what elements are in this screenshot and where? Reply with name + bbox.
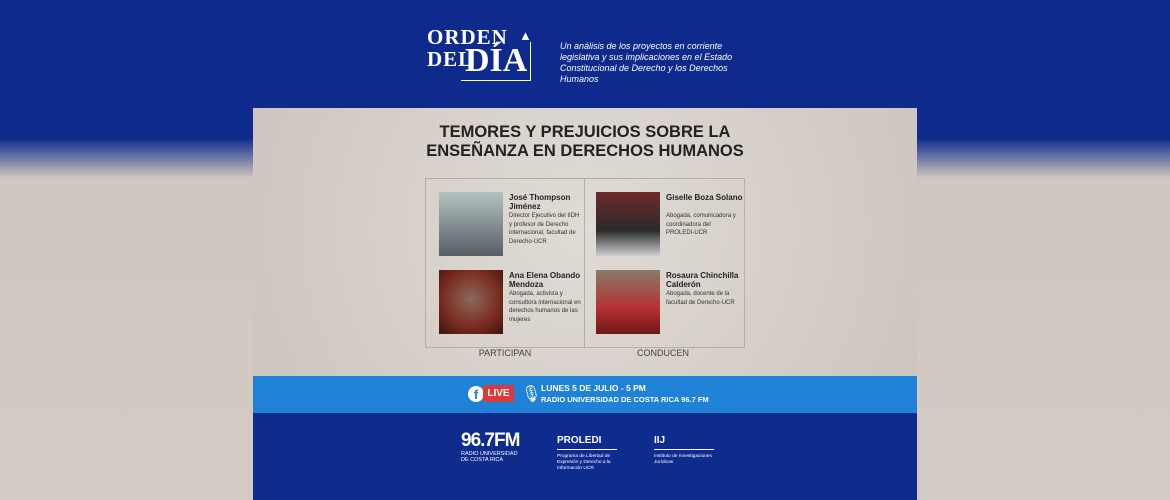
sponsors-footer xyxy=(253,413,917,500)
host-card xyxy=(583,257,739,327)
radio-frequency: 96.7FM xyxy=(461,430,520,451)
participant-photo xyxy=(439,192,503,256)
participant-card xyxy=(426,179,580,249)
live-badge[interactable]: LIVE xyxy=(483,385,514,402)
radio-ucr-logo xyxy=(461,431,521,463)
tagline: Un análisis de los proyectos en corriente legislativa y sus implicaciones en el Estado Constitucional de Derecho y los Derechos Humanos xyxy=(560,41,733,84)
participant-desc: Director Ejecutivo del IIDH y profesor de Derecho internacional, facultad de Derecho-UCR xyxy=(509,213,580,245)
participant-name: Ana Elena Obando Mendoza xyxy=(509,271,581,289)
event-title-line2: ENSEÑANZA EN DERECHOS HUMANOS xyxy=(426,142,744,160)
host-card xyxy=(583,179,743,249)
host-photo xyxy=(596,192,660,256)
event-title xyxy=(253,123,917,161)
iij-desc: Instituto de Investigaciones Jurídicas xyxy=(654,454,712,465)
broadcast-bar xyxy=(253,376,917,413)
logo-line1: ORDEN xyxy=(427,25,508,49)
speakers-box xyxy=(425,178,745,348)
radio-name: RADIO UNIVERSIDAD DE COSTA RICA xyxy=(461,451,518,463)
facebook-icon[interactable]: f xyxy=(468,386,484,402)
host-desc: Abogada, comunicadora y coordinadora del PROLEDI-UCR xyxy=(666,213,736,236)
proledi-desc: Programa de Libertad de Expresión y Derecho a la Información UCR xyxy=(557,454,611,471)
hosts-label: CONDUCEN xyxy=(636,348,689,358)
participants-label: PARTICIPAN xyxy=(478,348,532,358)
participant-desc: Abogada, activista y consultora internacional en derechos humanos de las mujeres xyxy=(509,291,581,323)
host-name: Rosaura Chinchilla Calderón xyxy=(666,271,739,289)
proledi-logo xyxy=(557,435,617,472)
broadcast-date: LUNES 5 DE JULIO - 5 PM xyxy=(541,383,646,393)
iij-name: IIJ xyxy=(654,435,714,450)
broadcast-station: RADIO UNIVERSIDAD DE COSTA RICA 96.7 FM xyxy=(541,395,709,404)
logo-line2: DEL xyxy=(427,47,474,71)
participant-card xyxy=(426,257,581,327)
iij-logo xyxy=(654,435,714,466)
host-photo xyxy=(596,270,660,334)
bell-icon: ▲ xyxy=(519,28,532,43)
microphone-icon: 🎙 xyxy=(521,386,542,403)
event-card xyxy=(253,108,917,500)
participant-name: José Thompson Jiménez xyxy=(509,193,571,211)
event-card-top xyxy=(253,108,917,376)
logo-line3: DÍA xyxy=(461,42,531,81)
host-desc: Abogada, docente de la facultad de Derecho-UCR xyxy=(666,291,735,306)
orden-del-dia-logo xyxy=(427,26,542,88)
proledi-name: PROLEDI xyxy=(557,435,617,450)
header-banner xyxy=(0,0,1170,108)
host-name: Giselle Boza Solano xyxy=(666,193,743,202)
event-title-line1: TEMORES Y PREJUICIOS SOBRE LA xyxy=(439,123,731,141)
participant-photo xyxy=(439,270,503,334)
